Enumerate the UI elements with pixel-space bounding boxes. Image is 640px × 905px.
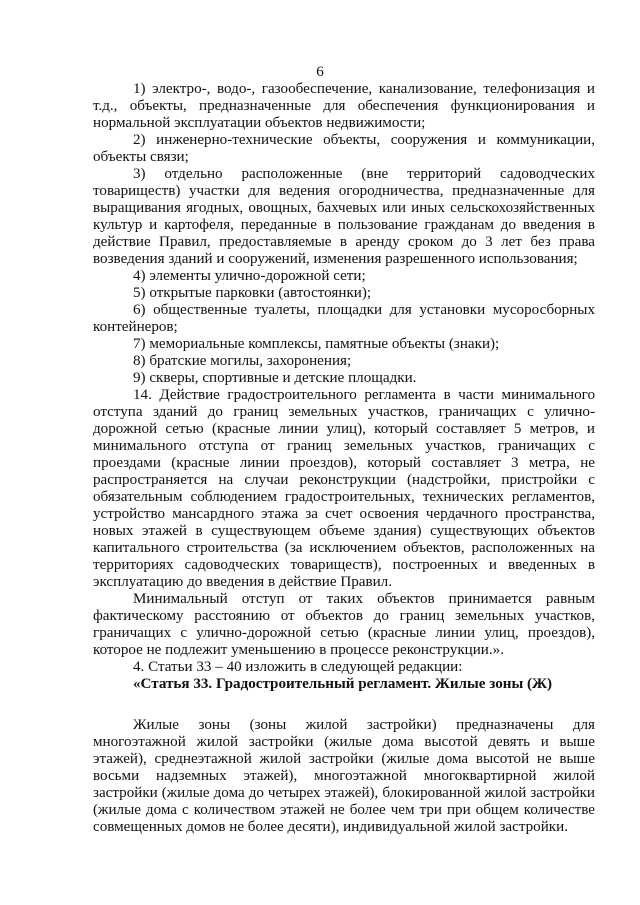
list-item-4: 4) элементы улично-дорожной сети; <box>133 268 366 284</box>
list-item-1: 1) электро-, водо-, газообеспечение, канализование, телефонизация и т.д., объекты, предназначенные для обеспечения функционирования и нормальной эксплуатации объектов недвижимости; <box>93 81 595 131</box>
list-item-5: 5) открытые парковки (автостоянки); <box>133 285 372 301</box>
page-number: 6 <box>316 64 324 80</box>
article-paragraph: Жилые зоны (зоны жилой застройки) предназначены для многоэтажной жилой застройки (жилые дома высотой девять и выше этажей), среднеэтажной жилой застройки (жилые дома высотой не выше восьми надземных этажей), многоэтажной многоквартирной жилой застройки (жилые дома до четырех этажей), блокированной жилой застройки (жилые дома с количеством этажей не более чем три при общем количестве совмещенных домов не более десяти), индивидуальной жилой застройки. <box>93 717 595 835</box>
list-item-2: 2) инженерно-технические объекты, сооружения и коммуникации, объекты связи; <box>93 132 595 165</box>
clause-14: 14. Действие градостроительного регламента в части минимального отступа зданий до границ земельных участков, граничащих с улично-дорожной сетью (красные линии улиц), который составляет 5 метров, и минимального отступа от границ земельных участков, граничащих с проездами (красные линии проездов), который составляет 3 метра, не распространяется на случаи реконструкции (надстройки, пристройки с обязательным соблюдением градостроительных, технических регламентов, устройство мансардного этажа за счет освоения чердачного пространства, новых этажей в существующем объеме здания) существующих объектов капитального строительства (за исключением объектов, расположенных на территориях садоводческих товариществ), построенных и введенных в эксплуатацию до введения в действие Правил. <box>93 387 595 590</box>
clause-4: 4. Статьи 33 – 40 изложить в следующей редакции: <box>133 659 463 675</box>
list-item-9: 9) скверы, спортивные и детские площадки. <box>133 370 417 386</box>
list-item-3: 3) отдельно расположенные (вне территорий садоводческих товариществ) участки для ведения огородничества, предназначенные для выращивания ягодных, овощных, бахчевых или иных сельскохозяйственных культур и картофеля, переданные в пользование гражданам до введения в действие Правил, предоставляемые в аренду сроком до 3 лет без права возведения зданий и сооружений, изменения разрешенного использования; <box>93 166 595 267</box>
list-item-8: 8) братские могилы, захоронения; <box>133 353 352 369</box>
document-body <box>93 81 595 836</box>
list-item-6: 6) общественные туалеты, площадки для установки мусоросборных контейнеров; <box>93 302 595 335</box>
clause-14-continuation: Минимальный отступ от таких объектов принимается равным фактическому расстоянию от объектов до границ земельных участков, граничащих с улично-дорожной сетью (красные линии улиц, проездов), которое не подлежит уменьшению в процессе реконструкции.». <box>93 591 595 658</box>
article-heading: «Статья 33. Градостроительный регламент. Жилые зоны (Ж) <box>133 676 553 692</box>
list-item-7: 7) мемориальные комплексы, памятные объекты (знаки); <box>133 336 500 352</box>
